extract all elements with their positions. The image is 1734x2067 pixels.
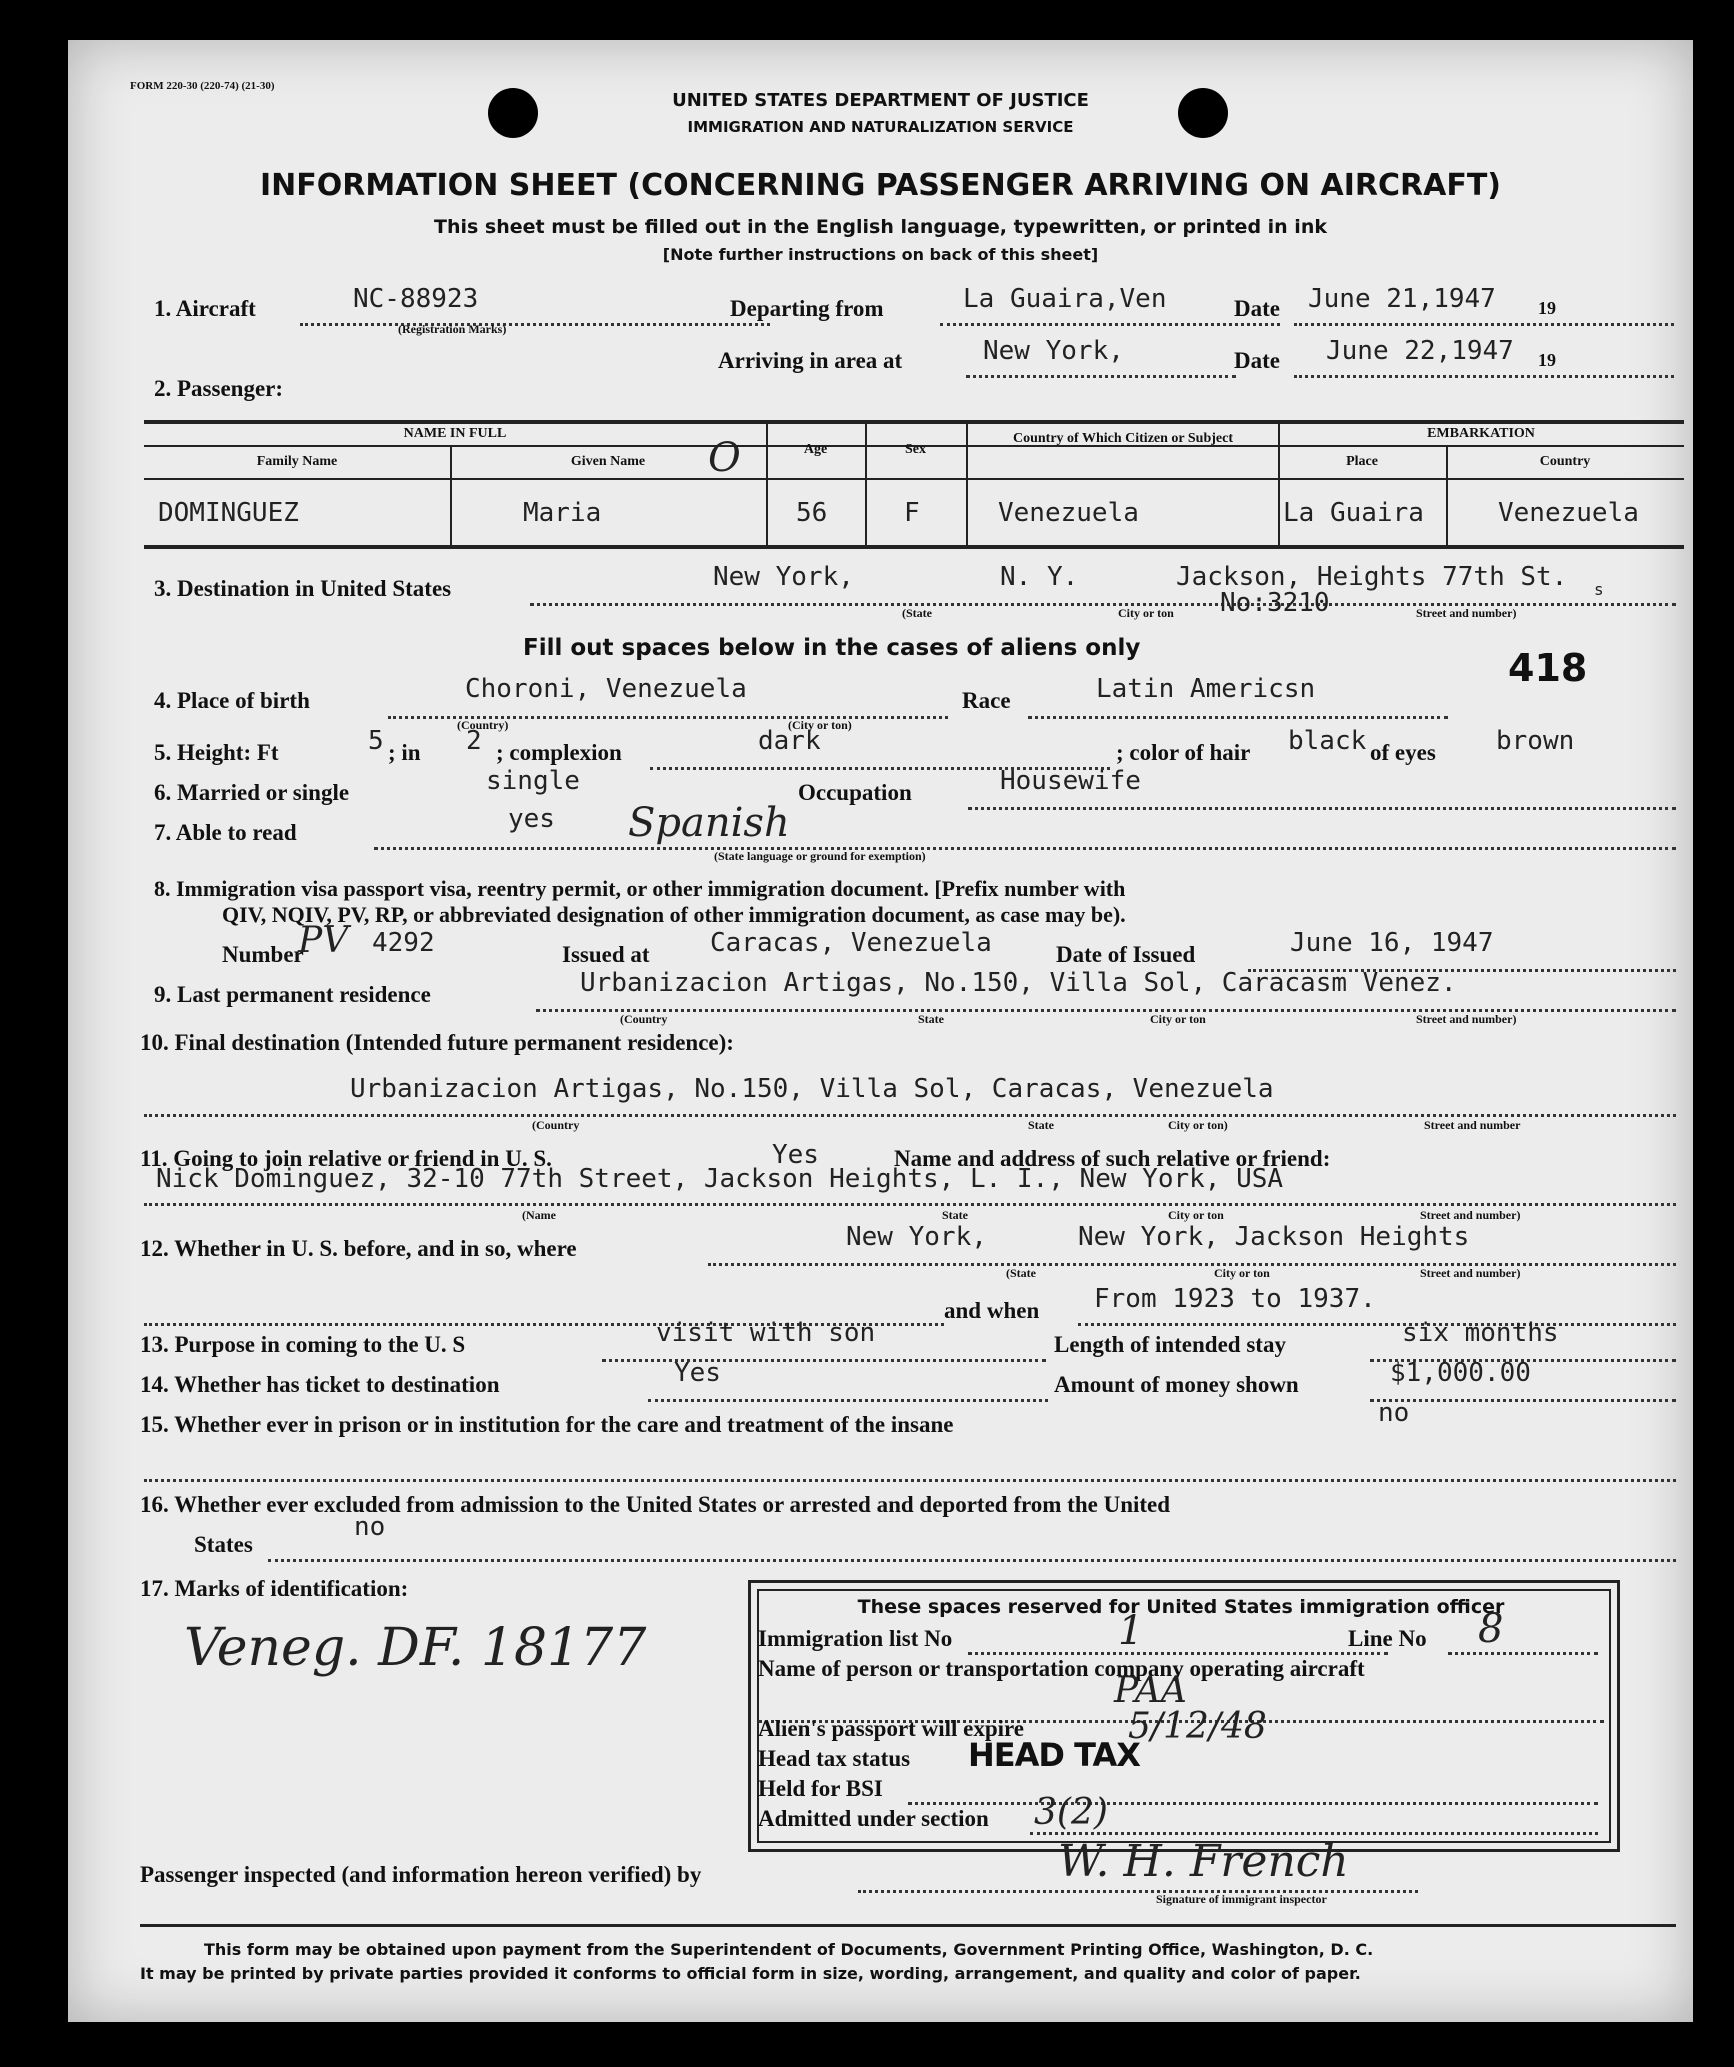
destination-city: N. Y.: [1000, 562, 1079, 592]
caption-name: (Name: [522, 1208, 556, 1222]
date-label: Date: [1234, 296, 1280, 321]
year-suffix: 19: [1538, 350, 1556, 370]
note: [Note further instructions on back of this sheet]: [662, 245, 1099, 264]
residence-value: Urbanizacion Artigas, No.150, Villa Sol, Caracasm Venez.: [580, 968, 1457, 998]
passenger-label: 2. Passenger:: [154, 376, 284, 401]
caption-city: City or ton: [1150, 1012, 1206, 1026]
issued-at: Caracas, Venezuela: [710, 928, 992, 958]
destination-street: Jackson, Heights 77th St.: [1176, 562, 1568, 592]
institution-answer: no: [1378, 1398, 1410, 1428]
money-label: Amount of money shown: [1054, 1372, 1299, 1397]
page-title: INFORMATION SHEET (CONCERNING PASSENGER ARRIVING ON AIRCRAFT): [259, 168, 1502, 203]
residence-label: 9. Last permanent residence: [154, 982, 431, 1007]
registration-caption: (Registration Marks): [398, 322, 507, 336]
eyes-label: of eyes: [1370, 740, 1436, 765]
complexion-value: dark: [758, 726, 821, 756]
immigration-list-value: 1: [1118, 1608, 1144, 1654]
caption-street: Street and number): [1420, 1208, 1521, 1222]
join-relative-label: 11. Going to join relative or friend in U. S.: [140, 1146, 552, 1171]
form-number: FORM 220-30 (220-74) (21-30): [130, 80, 275, 92]
caption-street: Street and number): [1416, 606, 1517, 620]
arrival-date-label: Date: [1234, 348, 1280, 373]
marital-value: single: [486, 766, 580, 796]
company-label: Name of person or transportation company operating aircraft: [758, 1656, 1365, 1681]
year-suffix: 19: [1538, 298, 1556, 318]
issued-date: June 16, 1947: [1290, 928, 1494, 958]
when-label: and when: [944, 1298, 1040, 1323]
visa-label-1: 8. Immigration visa passport visa, reentry permit, or other immigration document. [Prefix number with: [154, 876, 1126, 901]
visa-prefix: PV: [298, 920, 349, 961]
identification-value: Veneg. DF. 18177: [184, 1618, 647, 1678]
caption-city: City or ton: [1168, 1208, 1224, 1222]
immigration-list-label: Immigration list No: [758, 1626, 953, 1651]
excluded-answer: no: [354, 1512, 386, 1542]
departing-label: Departing from: [730, 296, 884, 321]
caption-state: State: [1028, 1118, 1054, 1132]
officer-box-title: These spaces reserved for United States immigration officer: [857, 1596, 1505, 1618]
sex-value: F: [904, 498, 920, 528]
money-value: $1,000.00: [1390, 1358, 1531, 1388]
aircraft-value: NC-88923: [353, 284, 479, 314]
given-name-header: Given Name: [570, 454, 646, 469]
relative-address-label: Name and address of such relative or friend:: [894, 1146, 1331, 1171]
issued-date-label: Date of Issued: [1056, 942, 1196, 967]
destination-street-number: No:3210: [1220, 588, 1330, 618]
embarkation-header: EMBARKATION: [1427, 426, 1535, 441]
ticket-label: 14. Whether has ticket to destination: [140, 1372, 500, 1397]
arrival-date: June 22,1947: [1326, 336, 1514, 366]
visa-number: 4292: [372, 928, 435, 958]
prior-visit-state: New York,: [846, 1222, 987, 1252]
destination-label: 3. Destination in United States: [154, 576, 452, 601]
visa-number-label: Number: [222, 942, 304, 967]
eyes-value: brown: [1496, 726, 1575, 756]
family-name-header: Family Name: [256, 454, 338, 469]
height-inches: 2: [466, 726, 482, 756]
height-label: 5. Height: Ft: [154, 740, 279, 765]
line-number-label: Line No: [1348, 1626, 1427, 1651]
footer-line-1: This form may be obtained upon payment from the Superintendent of Documents, Government Printing Office, Washington, D. C.: [204, 1940, 1374, 1959]
head-tax-label: Head tax status: [758, 1746, 911, 1771]
institution-label: 15. Whether ever in prison or in institution for the care and treatment of the insane: [140, 1412, 954, 1437]
embarkation-place-value: La Guaira: [1283, 498, 1424, 528]
read-answer: yes: [508, 804, 555, 834]
bsi-label: Held for BSI: [758, 1776, 883, 1801]
visa-label-2: QIV, NQIV, PV, RP, or abbreviated designation of other immigration document, as case may be).: [222, 902, 1126, 927]
given-name-value: Maria: [523, 498, 602, 528]
identification-label: 17. Marks of identification:: [140, 1576, 409, 1601]
head-tax-stamp: HEAD TAX: [968, 1736, 1140, 1774]
age-header: Age: [803, 442, 828, 457]
issued-label: Issued at: [562, 942, 650, 967]
line-number-value: 8: [1478, 1606, 1504, 1652]
embarkation-place-header: Place: [1346, 454, 1378, 469]
age-value: 56: [796, 498, 828, 528]
join-relative-answer: Yes: [772, 1140, 819, 1170]
caption-state: (State: [902, 606, 932, 620]
caption-city: City or ton: [1118, 606, 1174, 620]
inspection-label: Passenger inspected (and information hereon verified) by: [140, 1862, 702, 1887]
read-label: 7. Able to read: [154, 820, 297, 845]
when-value: From 1923 to 1937.: [1094, 1284, 1376, 1314]
departure-date: June 21,1947: [1308, 284, 1496, 314]
read-caption: (State language or ground for exemption): [714, 849, 926, 863]
race-value: Latin Americsn: [1096, 674, 1316, 704]
passport-expire-value: 5/12/48: [1128, 1706, 1267, 1747]
occupation-label: Occupation: [798, 780, 912, 805]
birth-place: Choroni, Venezuela: [465, 674, 747, 704]
aliens-only-heading: Fill out spaces below in the cases of aliens only: [523, 635, 1141, 661]
service: IMMIGRATION AND NATURALIZATION SERVICE: [687, 118, 1074, 136]
caption-state: (State: [1006, 1266, 1036, 1280]
arriving-value: New York,: [983, 336, 1124, 366]
caption-country: (Country): [457, 718, 509, 732]
marital-label: 6. Married or single: [154, 780, 350, 805]
sex-header: Sex: [905, 442, 926, 457]
caption-street: Street and number): [1420, 1266, 1521, 1280]
caption-state: State: [942, 1208, 968, 1222]
prior-visit-label: 12. Whether in U. S. before, and in so, where: [140, 1236, 577, 1261]
final-destination-value: Urbanizacion Artigas, No.150, Villa Sol, Caracas, Venezuela: [350, 1074, 1274, 1104]
caption-state: State: [918, 1012, 944, 1026]
stamp-number: 418: [1508, 646, 1588, 690]
instruction: This sheet must be filled out in the English language, typewritten, or printed in ink: [434, 216, 1327, 238]
length-label: Length of intended stay: [1054, 1332, 1286, 1357]
caption-city: City or ton: [1214, 1266, 1270, 1280]
complexion-label: ; complexion: [496, 740, 622, 765]
occupation-value: Housewife: [1000, 766, 1141, 796]
read-language: Spanish: [628, 800, 790, 846]
aircraft-label: 1. Aircraft: [154, 296, 256, 321]
ticket-value: Yes: [674, 1358, 721, 1388]
passport-expire-label: Alien's passport will expire: [758, 1716, 1025, 1741]
caption-city: City or ton): [1168, 1118, 1228, 1132]
length-value: six months: [1402, 1318, 1559, 1348]
citizen-value: Venezuela: [998, 498, 1139, 528]
embarkation-country-header: Country: [1539, 454, 1591, 469]
departing-value: La Guaira,Ven: [963, 284, 1167, 314]
signature-caption: Signature of immigrant inspector: [1156, 1892, 1327, 1906]
form-paper: [68, 40, 1693, 2022]
name-in-full-header: NAME IN FULL: [403, 426, 507, 441]
caption-street: Street and number): [1416, 1012, 1517, 1026]
caption-city: (City or ton): [788, 718, 852, 732]
destination-state: New York,: [713, 562, 854, 592]
department: UNITED STATES DEPARTMENT OF JUSTICE: [672, 90, 1089, 111]
country-header: Country of Which Citizen or Subject: [1013, 431, 1233, 446]
hair-value: black: [1288, 726, 1367, 756]
caption-street: Street and number: [1424, 1118, 1521, 1132]
prior-visit-city: New York, Jackson Heights: [1078, 1222, 1470, 1252]
excluded-label: 16. Whether ever excluded from admission to the United States or arrested and deported from the United: [140, 1492, 1171, 1517]
purpose-value: visit with son: [656, 1318, 876, 1348]
given-name-mark: O: [708, 435, 741, 481]
height-feet: 5: [368, 726, 384, 756]
final-destination-label: 10. Final destination (Intended future permanent residence):: [140, 1030, 734, 1055]
inspector-signature: W. H. French: [1058, 1836, 1349, 1887]
purpose-label: 13. Purpose in coming to the U. S: [140, 1332, 466, 1357]
company-value: PAA: [1114, 1670, 1187, 1711]
section-value: 3(2): [1034, 1792, 1108, 1833]
arriving-label: Arriving in area at: [718, 348, 903, 373]
family-name-value: DOMINGUEZ: [158, 498, 299, 528]
birth-label: 4. Place of birth: [154, 688, 310, 713]
caption-country: (Country: [532, 1118, 580, 1132]
caption-country: (Country: [620, 1012, 668, 1026]
inches-label: ; in: [388, 740, 421, 765]
section-label: Admitted under section: [758, 1806, 989, 1831]
hair-label: ; color of hair: [1116, 740, 1251, 765]
footer-line-2: It may be printed by private parties provided it conforms to official form in size, wording, arrangement, and quality and color of paper.: [140, 1964, 1361, 1983]
embarkation-country-value: Venezuela: [1498, 498, 1639, 528]
race-label: Race: [962, 688, 1011, 713]
destination-street-s: s: [1594, 580, 1604, 599]
excluded-label-2: States: [194, 1532, 253, 1557]
relative-address-value: Nick Dominguez, 32-10 77th Street, Jackson Heights, L. I., New York, USA: [156, 1164, 1284, 1194]
